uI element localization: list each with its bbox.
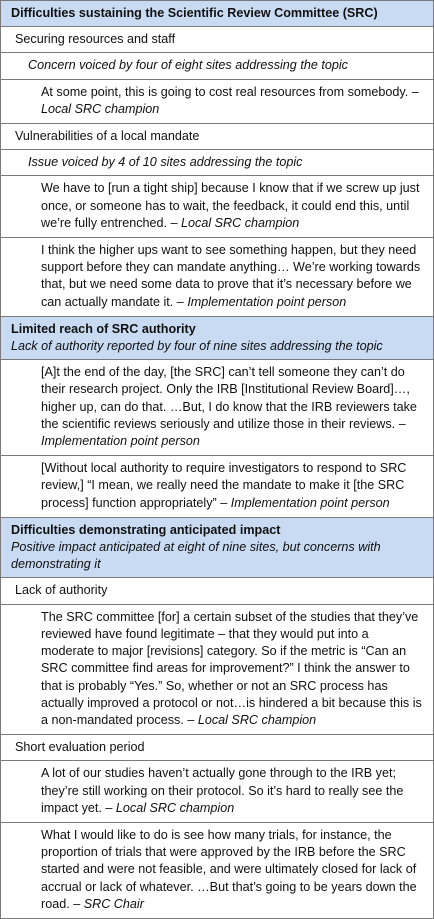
section-header-src-authority	[0, 317, 434, 360]
quote-cell	[0, 605, 434, 735]
quote-source: SRC Chair	[83, 896, 144, 911]
quote-cell	[0, 360, 434, 456]
quote-cell	[0, 80, 434, 124]
quote-cell	[0, 238, 434, 317]
quote-text: I think the higher ups want to see something happen, but they need support before they can mandate anything… We’re working towards that, but we need some data to prove that it’s necessary before we can actually mandate it. –	[41, 243, 421, 309]
quote-cell	[0, 176, 434, 238]
subsection-title: Vulnerabilities of a local mandate	[15, 129, 200, 144]
section-title: Difficulties sustaining the Scientific Review Committee (SRC)	[11, 6, 378, 20]
section-subtitle: Lack of authority reported by four of nine sites addressing the topic	[11, 339, 383, 354]
quote-cell	[0, 761, 434, 823]
subsection-title: Lack of authority	[15, 583, 108, 598]
subsection-lack-authority	[0, 578, 434, 604]
quote-text: The SRC committee [for] a certain subset of the studies that they’ve reviewed have found legitimate – that they would put into a moderate to major [revisions] category. So if the metric is “Can an SRC committee find areas for improvement?” I think the answer to that is probably “Yes.” So, whether or not an SRC process has actually improved a protocol or not…is hindered a bit because this is a non-mandated process. –	[41, 609, 422, 727]
quote-cell	[0, 456, 434, 518]
subsection-short-eval	[0, 735, 434, 761]
quote-source: Implementation point person	[41, 434, 200, 449]
section-title: Difficulties demonstrating anticipated impact	[11, 522, 281, 537]
subsection-resources	[0, 27, 434, 53]
quote-text: A lot of our studies haven’t actually gone through to the IRB yet; they’re still working on their protocol. So it’s hard to really see the impact yet. –	[41, 766, 404, 815]
quote-source: Local SRC champion	[41, 101, 160, 116]
quote-source: Implementation point person	[187, 294, 347, 309]
subsection-mandate	[0, 124, 434, 150]
section-subtitle: Positive impact anticipated at eight of nine sites, but concerns with demonstrating it	[11, 540, 381, 572]
quote-source: Local SRC champion	[197, 712, 317, 727]
subsection-title: Short evaluation period	[15, 740, 145, 755]
section-header-src-sustain	[0, 0, 434, 27]
quote-text: [Without local authority to require investigators to respond to SRC review,] “I mean, we really need the mandate to make it [the SRC process] function appropriately” –	[41, 461, 407, 510]
quote-cell	[0, 823, 434, 919]
subsection-title: Securing resources and staff	[15, 32, 176, 47]
subsection-note: Issue voiced by 4 of 10 sites addressing the topic	[0, 150, 434, 176]
quote-text: At some point, this is going to cost real resources from somebody. –	[41, 84, 419, 99]
subsection-note: Concern voiced by four of eight sites addressing the topic	[0, 53, 434, 79]
quote-text: [A]t the end of the day, [the SRC] can’t tell someone they can’t do their research project. Only the IRB [Institutional Review Board]…, higher up, can do that. …But, I do know that the IRB reviewers take the scientific reviews seriously and utilize those in their reviews. –	[41, 365, 417, 431]
section-header-impact	[0, 518, 434, 579]
quote-text: What I would like to do is see how many trials, for instance, the proportion of trials that were approved by the IRB before the SRC started and were not feasible, and were ultimately closed for lack of accrual or lack of whatever. …But that’s going to be years down the road. –	[41, 827, 417, 911]
quote-source: Local SRC champion	[181, 215, 300, 230]
quote-text: We have to [run a tight ship] because I know that if we screw up just once, or someone has to wait, the feedback, it could end this, until we’re fully entrenched. –	[41, 181, 420, 230]
quote-source: Local SRC champion	[115, 800, 235, 815]
quote-source: Implementation point person	[230, 495, 390, 510]
section-title: Limited reach of SRC authority	[11, 321, 196, 336]
